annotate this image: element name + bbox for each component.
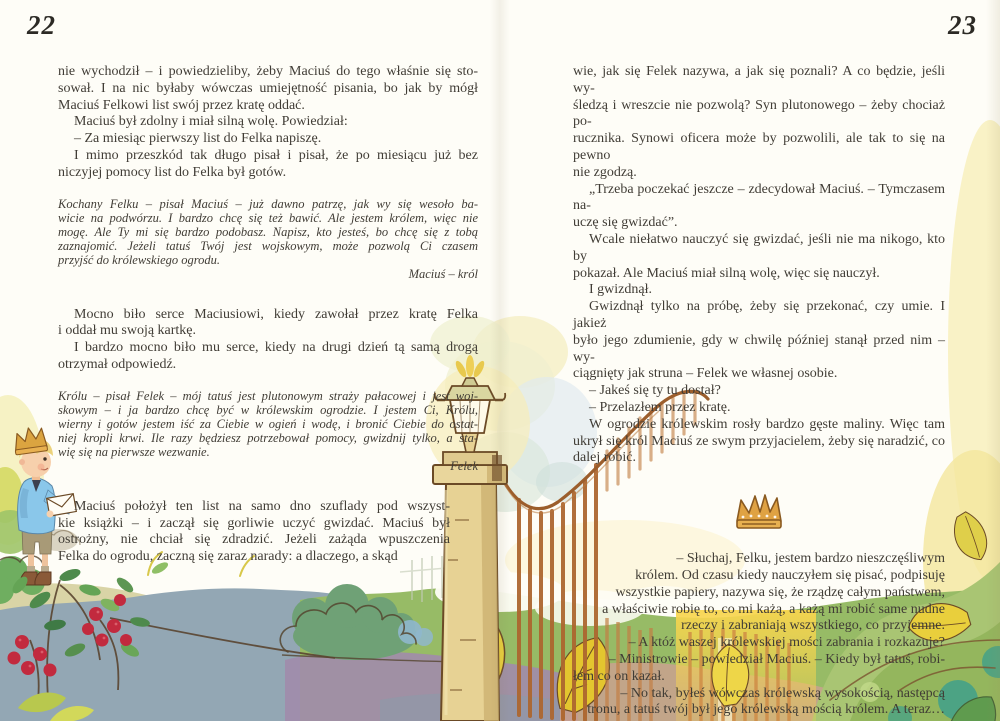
paragraph	[58, 307, 478, 341]
page-right-text	[573, 64, 945, 719]
text-line: zaznajomić. Jeżeli tatuś Twój jest wojskowym, może pozwolą Ci czasem	[58, 238, 478, 253]
text-line: Królu – pisał Felek – mój tatuś jest plutonowym straży pałacowej i jest woj-	[58, 388, 478, 403]
text-line: dalej robić.	[573, 450, 636, 466]
cheek	[38, 464, 45, 471]
page-left-text	[58, 64, 478, 566]
text-line: Wcale niełatwo nauczyć się gwizdać, jeśli nie ma nikogo, kto by	[573, 231, 945, 264]
text-line: wicie na podwórzu. I bardzo chcę się też bawić. Ale jestem królem, więc nie	[58, 210, 478, 225]
text-line: ukrył się król Maciuś ze swym przyjacielem, żeby się naradzić, co	[573, 433, 945, 449]
text-line: łem co on kazał.	[573, 668, 665, 684]
text-line: niej kropli krwi. Ile razy będziesz potrzebował pomocy, gwizdnij tylko, a sta-	[58, 430, 478, 445]
text-line: nie zgodzą.	[573, 164, 637, 180]
letter-signature	[58, 267, 478, 281]
text-line: tronu, a tatuś twój był jego królewską mością królem. A teraz…	[587, 702, 945, 718]
text-line: I mimo przeszkód tak długo pisał i pisał, że po miesiącu już bez	[74, 147, 478, 163]
text-line: – No tak, byłeś wówczas królewską wysokością, następcą	[620, 685, 945, 701]
text-line: Felka do ogrodu, zaczną się zaraz narady: a dlaczego, a skąd	[58, 549, 398, 565]
page-gutter-shadow	[490, 0, 510, 721]
text-line: uczę się gwizdać”.	[573, 215, 678, 231]
text-line: Kochany Felku – pisał Maciuś – już dawno patrzę, jak wy się wesoło ba-	[58, 196, 478, 211]
text-line: wszystkie papiery, nazywa się, że rządzę całym państwem,	[615, 584, 945, 600]
text-line: – Słuchaj, Felku, jestem bardzo nieszczęśliwym	[676, 551, 945, 567]
eye	[43, 457, 46, 460]
text-line: przyjść do królewskiego ogrodu.	[58, 252, 221, 267]
text-line: rzeczy i zabraniają wszystkiego, co przyjemne.	[681, 618, 945, 634]
text-line: pokazał. Ale Maciuś miał silną wolę, więc się nauczył.	[573, 265, 880, 281]
crown-icon	[732, 491, 786, 533]
text-line: królem. Od czasu kiedy nauczyłem się pisać, podpisuję	[635, 567, 945, 583]
text-line: I bardzo mocno biło mu serce, kiedy na drugi dzień tą samą drogą	[74, 340, 478, 356]
letter-paragraph	[58, 389, 478, 459]
text-line: wierny i gotów jestem iść za Ciebie w ogień i wodę, i bronić Ciebie do ostat-	[58, 416, 478, 431]
text-line: wie, jak się Felek nazywa, a jak się poznali? A co będzie, jeśli wy-	[573, 64, 945, 96]
crown-ornament	[573, 491, 945, 533]
paragraph	[573, 299, 945, 383]
text-line: Mocno biło serce Maciusiowi, kiedy zawołał przez kratę Felka	[74, 306, 478, 322]
dialog-paragraph	[573, 551, 945, 719]
text-line: a właściwie robię to, co mi każą, a każą mi robić same nudne	[602, 601, 945, 617]
text-line: nie wychodził – i powiedzieliby, żeby Maciuś do tego właśnie się sto-	[58, 64, 478, 79]
paragraph	[58, 340, 478, 374]
paragraph	[573, 64, 945, 182]
text-line: śledzą i wreszcie nie pozwolą? Syn plutonowego – żeby chociaż po-	[573, 97, 945, 130]
ear	[19, 459, 25, 465]
text-line: sował. I na nic byłaby wówczas umiejętność pisania, bo jak by mógł	[58, 80, 478, 96]
text-line: Felek	[450, 458, 478, 473]
page-number-left: 22	[27, 10, 56, 40]
text-line: W ogrodzie królewskim rosły bardzo gęste maliny. Więc tam	[589, 416, 945, 432]
text-line: niczyjej pomocy list do Felka był gotów.	[58, 164, 287, 180]
text-line: mogę. Ale Ty mi się bardzo podobasz. Napisz, kto jesteś, bo chcę się z tobą	[58, 224, 478, 239]
text-line: ciągnięty jak struna – Felek we własnej osobie.	[573, 366, 838, 382]
letter-signature	[58, 459, 478, 473]
text-line: otrzymał odpowiedź.	[58, 356, 177, 372]
text-line: I gwizdnął.	[589, 282, 652, 298]
paragraph	[58, 114, 478, 131]
text-line: „Trzeba poczekać jeszcze – zdecydował Maciuś. – Tymczasem na-	[573, 181, 945, 214]
text-line: Maciuś – król	[408, 266, 478, 281]
text-line: skowym – i ja bardzo chcę być w królewskim ogrodzie. I jestem Ci, Królu,	[58, 402, 478, 417]
paragraph	[58, 148, 478, 182]
text-line: Maciuś Felkowi list swój przez kratę oddać.	[58, 97, 305, 113]
text-line: rucznika. Synowi oficera może by pozwolili, ale tak to się na pewno	[573, 131, 945, 163]
paragraph	[573, 383, 945, 400]
paragraph	[58, 499, 450, 566]
text-line: ostrożny, nie chciał się zdradzić. Jeżeli zażąda wpuszczenia	[58, 532, 450, 548]
text-line: Maciuś był zdolny i miał silną wolę. Powiedział:	[74, 114, 348, 130]
text-line: Gwizdnął tylko na próbę, żeby się przekonać, czy umie. I jakież	[573, 299, 945, 331]
text-line: i oddał mu swoją kartkę.	[58, 323, 197, 339]
text-line: – Za miesiąc pierwszy list do Felka napiszę.	[74, 131, 322, 147]
page-number-right: 23	[948, 10, 977, 40]
text-line: – Jakeś się ty tu dostał?	[589, 383, 721, 399]
paragraph	[573, 400, 945, 417]
paragraph	[573, 282, 945, 299]
paragraph	[573, 182, 945, 232]
paragraph	[573, 232, 945, 282]
text-line: kie książki – i zaczął się gorliwie uczyć gwizdać. Maciuś był	[58, 515, 450, 531]
page-edge-shadow	[986, 0, 1000, 721]
text-line: wię się na pierwsze wezwanie.	[58, 444, 210, 459]
letter-paragraph	[58, 197, 478, 267]
text-line: było jego zdumienie, gdy w chwilę później stanął przed nim – wy-	[573, 332, 945, 365]
text-line: Maciuś położył ten list na samo dno szuflady pod wszyst-	[74, 498, 450, 514]
paragraph	[573, 417, 945, 467]
text-line: – A któż waszej królewskiej mości zabrania i rozkazuje?	[628, 635, 945, 651]
paragraph	[58, 131, 478, 148]
text-line: – Przelazłem przez kratę.	[589, 399, 731, 415]
paragraph	[58, 64, 478, 114]
text-line: – Ministrowie – powiedział Maciuś. – Kiedy był tatuś, robi-	[608, 651, 945, 667]
